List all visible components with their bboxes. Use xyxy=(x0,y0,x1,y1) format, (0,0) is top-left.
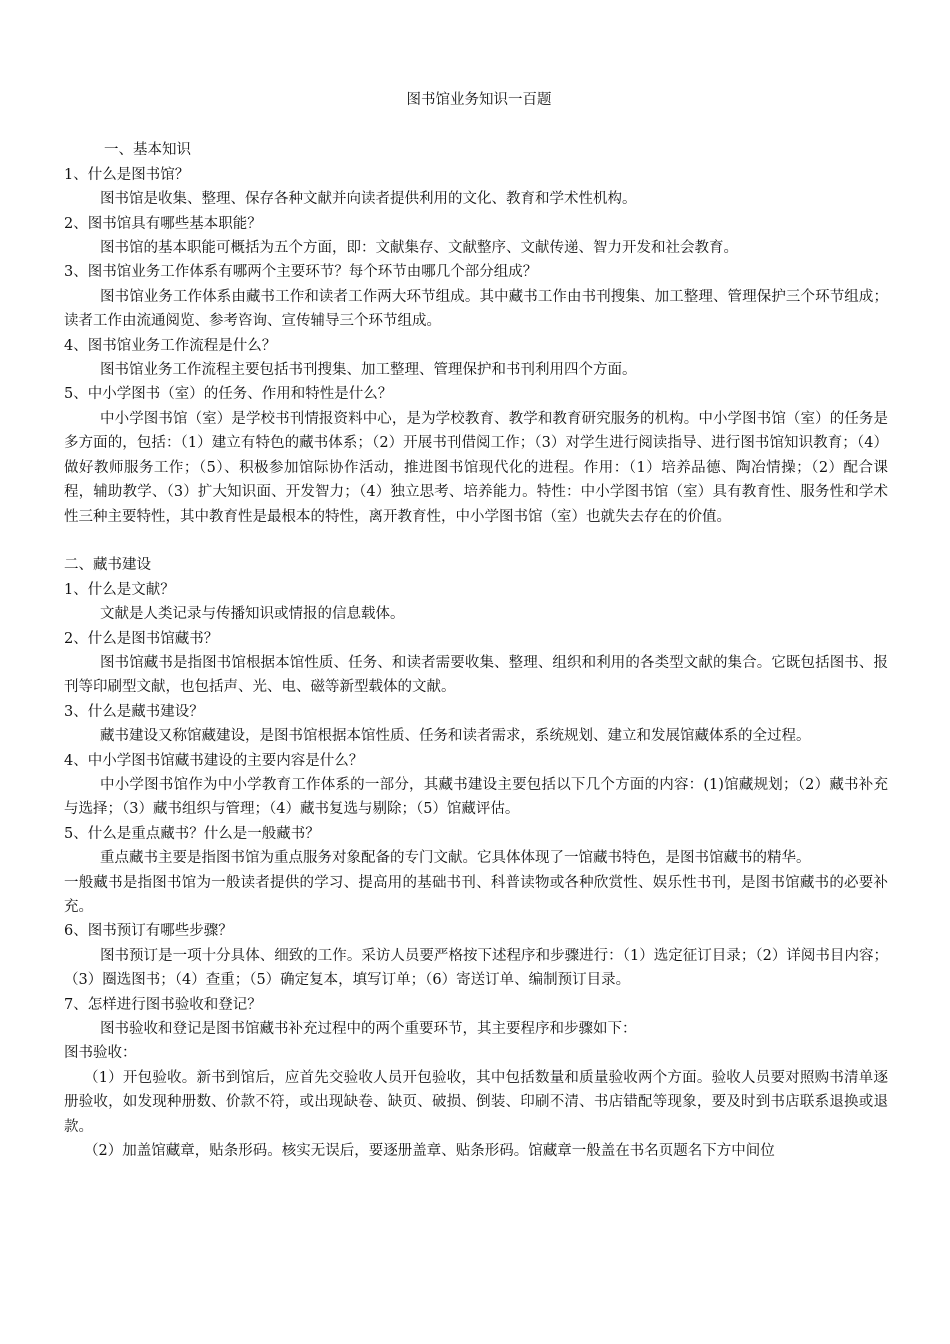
answer: 图书馆业务工作流程主要包括书刊搜集、加工整理、管理保护和书刊利用四个方面。 xyxy=(100,362,637,379)
question: 1、什么是图书馆？ xyxy=(64,166,190,183)
answer: 中小学图书馆（室）是学校书刊情报资料中心，是为学校教育、教学和教育研究服务的机构。中小学图书馆（室）的任务是多方面的，包括：（1）建立有特色的藏书体系；（2）开展书刊借阅工作；（3）对学生进行阅读指导、进行图书馆知识教育；（4）做好教师服务工作；（5）、积极参加馆际协作活动，推进图书馆现代化的进程。作用：（1）培养品德、陶冶情操；（2）配合课程，辅助教学、（3）扩大知识面、开发智力；（4）独立思考、培养能力。特性：中小学图书馆（室）具有教育性、服务性和学术性三种主要特性，其中教育性是最根本的特性，离开教育性，中小学图书馆（室）也就失去存在的价值。 xyxy=(64,410,888,525)
sub-label: 图书验收： xyxy=(64,1045,137,1062)
answer: 藏书建设又称馆藏建设，是图书馆根据本馆性质、任务和读者需求，系统规划、建立和发展馆藏体系的全过程。 xyxy=(100,728,811,745)
question: 1、什么是文献？ xyxy=(64,581,175,598)
answer: 图书馆藏书是指图书馆根据本馆性质、任务、和读者需要收集、整理、组织和利用的各类型文献的集合。它既包括图书、报刊等印刷型文献，也包括声、光、电、磁等新型载体的文献。 xyxy=(64,654,888,696)
question: 3、什么是藏书建设？ xyxy=(64,703,204,720)
question: 7、怎样进行图书验收和登记？ xyxy=(64,996,262,1013)
step: （2）加盖馆藏章，贴条形码。核实无误后，要逐册盖章、贴条形码。馆藏章一般盖在书名页题名下方中间位 xyxy=(84,1143,775,1160)
answer: 图书预订是一项十分具体、细致的工作。采访人员要严格按下述程序和步骤进行：（1）选定征订目录；（2）详阅书目内容；（3）圈选图书；（4）查重；（5）确定复本，填写订单；（6）寄送订单、编制预订目录。 xyxy=(64,947,888,989)
question: 5、什么是重点藏书？什么是一般藏书？ xyxy=(64,825,320,842)
answer: 中小学图书馆作为中小学教育工作体系的一部分，其藏书建设主要包括以下几个方面的内容：(1)馆藏规划；（2）藏书补充与选择；（3）藏书组织与管理；（4）藏书复选与剔除；（5）馆藏评估。 xyxy=(64,776,888,818)
answer: 图书馆业务工作体系由藏书工作和读者工作两大环节组成。其中藏书工作由书刊搜集、加工整理、管理保护三个环节组成；读者工作由流通阅览、参考咨询、宣传辅导三个环节组成。 xyxy=(64,288,888,330)
section-heading-collection: 二、藏书建设 xyxy=(64,557,151,574)
question: 3、图书馆业务工作体系有哪两个主要环节？每个环节由哪几个部分组成？ xyxy=(64,264,538,281)
step: （1）开包验收。新书到馆后，应首先交验收人员开包验收，其中包括数量和质量验收两个方面。验收人员要对照购书清单逐册验收，如发现种册数、价款不符，或出现缺卷、缺页、破损、倒装、印刷不清、书店错配等现象，要及时到书店联系退换或退款。 xyxy=(64,1069,888,1135)
question: 2、图书馆具有哪些基本职能？ xyxy=(64,215,262,232)
question: 6、图书预订有哪些步骤？ xyxy=(64,923,233,940)
answer: 图书馆的基本职能可概括为五个方面，即：文献集存、文献整序、文献传递、智力开发和社会教育。 xyxy=(100,240,738,257)
document-title: 图书馆业务知识一百题 xyxy=(406,92,552,108)
question: 4、中小学图书馆藏书建设的主要内容是什么？ xyxy=(64,752,364,769)
section-heading-basic: 一、基本知识 xyxy=(104,142,191,159)
question: 5、中小学图书（室）的任务、作用和特性是什么？ xyxy=(64,386,393,403)
answer: 图书馆是收集、整理、保存各种文献并向读者提供利用的文化、教育和学术性机构。 xyxy=(100,191,637,208)
question: 2、什么是图书馆藏书？ xyxy=(64,630,219,647)
answer-continued: 一般藏书是指图书馆为一般读者提供的学习、提高用的基础书刊、科普读物或各种欣赏性、娱乐性书刊，是图书馆藏书的必要补充。 xyxy=(64,874,888,915)
answer: 图书验收和登记是图书馆藏书补充过程中的两个重要环节，其主要程序和步骤如下： xyxy=(100,1021,637,1038)
answer: 重点藏书主要是指图书馆为重点服务对象配备的专门文献。它具体体现了一馆藏书特色，是图书馆藏书的精华。 xyxy=(100,850,811,867)
section-gap xyxy=(64,529,888,553)
question: 4、图书馆业务工作流程是什么？ xyxy=(64,337,277,354)
answer: 文献是人类记录与传播知识或情报的信息载体。 xyxy=(100,606,405,623)
